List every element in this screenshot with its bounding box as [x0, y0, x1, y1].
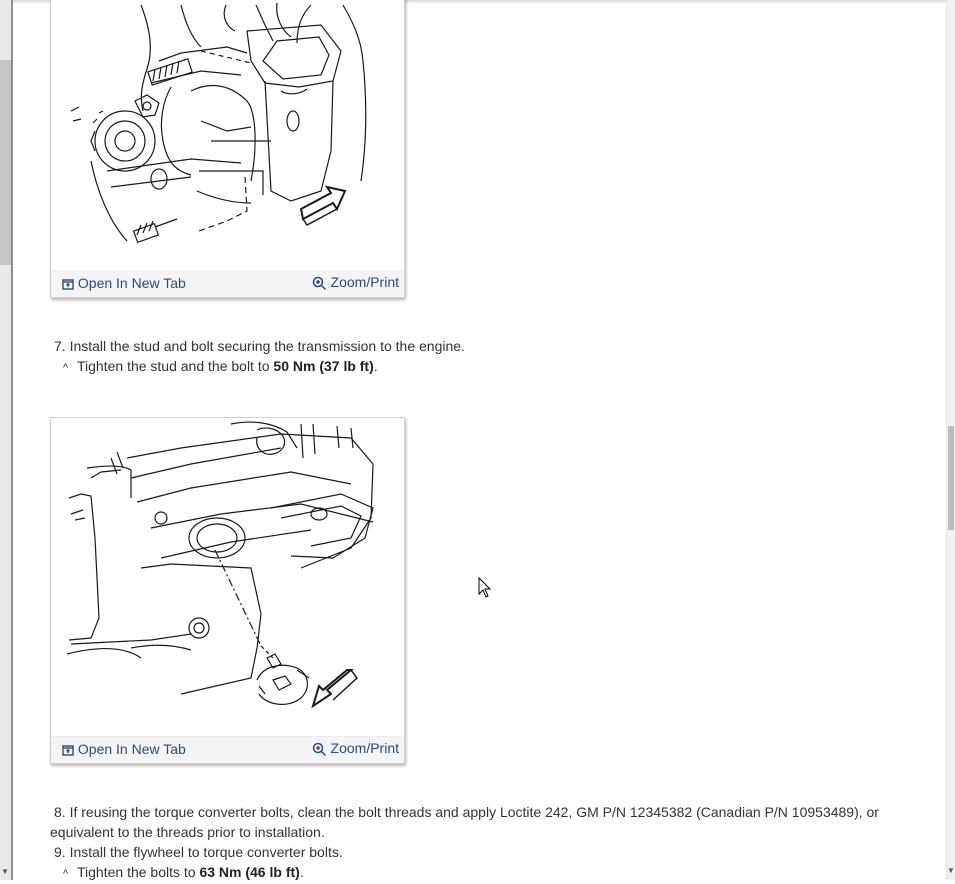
- step-number: 8.: [54, 804, 66, 820]
- step-9: [54, 842, 343, 862]
- step-9-substep: [63, 862, 304, 884]
- zoom-print-label: Zoom/Print: [330, 274, 399, 290]
- zoom-icon: [312, 276, 327, 291]
- left-scroll-down-icon[interactable]: ▼: [1, 867, 9, 876]
- step-text: If reusing the torque converter bolts, clean the bolt threads and apply Loctite 242, GM P/N 12345382 (Canadian P/N 10953489), or equivalent to the threads prior to installation.: [50, 804, 879, 840]
- torque-value: 63 Nm (46 lb ft): [199, 864, 300, 880]
- substep-text: Tighten the stud and the bolt to: [77, 358, 274, 374]
- step-number: 9.: [54, 844, 66, 860]
- substep-suffix: .: [299, 864, 304, 880]
- open-new-tab-icon: [62, 744, 74, 756]
- torque-value: 50 Nm (37 lb ft): [273, 358, 374, 374]
- zoom-print-link[interactable]: [312, 274, 399, 291]
- caret-marker: ^: [63, 362, 69, 374]
- open-new-tab-icon: [62, 278, 74, 290]
- step-7: [54, 336, 465, 356]
- figure-toolbar: [51, 736, 404, 763]
- mouse-pointer-icon: [478, 577, 492, 599]
- figure-flywheel-access: [50, 417, 405, 764]
- right-scrollbar-thumb[interactable]: [948, 426, 954, 530]
- substep-text: Tighten the bolts to: [77, 864, 200, 880]
- flywheel-access-illustration: [51, 418, 404, 736]
- figure-toolbar: [51, 270, 404, 297]
- right-scroll-down-icon[interactable]: ▼: [947, 866, 955, 875]
- open-in-new-tab-label: Open In New Tab: [77, 275, 186, 291]
- step-7-substep: [63, 356, 378, 378]
- substep-suffix: .: [373, 358, 378, 374]
- step-8: [50, 802, 910, 842]
- open-in-new-tab-label: Open In New Tab: [77, 741, 186, 757]
- open-in-new-tab-link[interactable]: [62, 275, 186, 291]
- step-text: Install the stud and bolt securing the transmission to the engine.: [69, 338, 465, 354]
- open-in-new-tab-link[interactable]: [62, 741, 186, 757]
- transmission-stud-illustration: [51, 0, 404, 269]
- step-number: 7.: [54, 338, 66, 354]
- step-text: Install the flywheel to torque converter bolts.: [69, 844, 343, 860]
- zoom-print-label: Zoom/Print: [330, 740, 399, 756]
- window-border: [11, 0, 13, 880]
- zoom-icon: [312, 742, 327, 757]
- zoom-print-link[interactable]: [312, 740, 399, 757]
- figure-transmission-bolt: [50, 0, 405, 298]
- left-scrollbar-thumb[interactable]: [0, 60, 11, 265]
- caret-marker: ^: [63, 868, 69, 880]
